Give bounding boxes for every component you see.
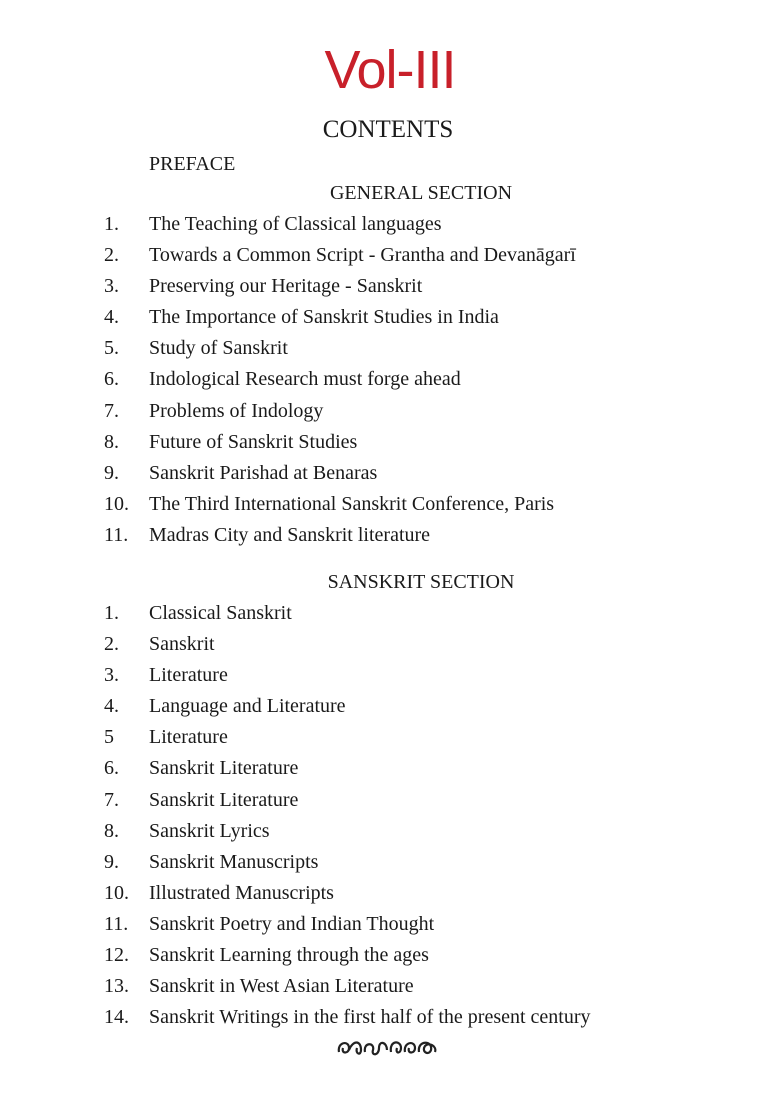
entry-number: 7. bbox=[104, 399, 119, 422]
contents-entry bbox=[0, 396, 780, 427]
entry-number: 5 bbox=[104, 726, 114, 749]
entry-title: Sanskrit Learning through the ages bbox=[149, 944, 429, 967]
volume-title: Vol-III bbox=[324, 40, 456, 100]
contents-entry bbox=[0, 660, 780, 691]
entry-title: Towards a Common Script - Grantha and Devanāgarī bbox=[149, 244, 576, 267]
entry-title: Future of Sanskrit Studies bbox=[149, 430, 358, 453]
contents-entry bbox=[0, 333, 780, 364]
entry-title: Sanskrit Poetry and Indian Thought bbox=[149, 912, 435, 935]
sanskrit-section-list bbox=[0, 598, 780, 1033]
contents-entry bbox=[0, 816, 780, 847]
entry-number: 4. bbox=[104, 306, 119, 329]
contents-entry bbox=[0, 722, 780, 753]
entry-title: Sanskrit bbox=[149, 633, 215, 656]
entry-title: Problems of Indology bbox=[149, 399, 324, 422]
entry-title: Sanskrit Lyrics bbox=[149, 819, 270, 842]
preface-entry: PREFACE bbox=[149, 153, 236, 175]
entry-number: 1. bbox=[104, 213, 119, 235]
contents-entry bbox=[0, 629, 780, 660]
contents-entry bbox=[0, 847, 780, 878]
entry-number: 11. bbox=[104, 523, 129, 546]
entry-title: Madras City and Sanskrit literature bbox=[149, 523, 431, 546]
entry-number: 12. bbox=[104, 944, 129, 967]
entry-number: 11. bbox=[104, 912, 129, 935]
contents-entry bbox=[0, 240, 780, 271]
entry-title: Literature bbox=[149, 664, 228, 687]
contents-entry bbox=[0, 427, 780, 458]
contents-entry bbox=[0, 909, 780, 940]
contents-entry bbox=[0, 598, 780, 629]
entry-title: Literature bbox=[149, 726, 228, 749]
contents-entry bbox=[0, 271, 780, 302]
contents-entry bbox=[0, 489, 780, 520]
contents-entry bbox=[0, 785, 780, 816]
ornament-icon bbox=[335, 1036, 445, 1058]
entry-title: Language and Literature bbox=[149, 695, 346, 718]
contents-entry bbox=[0, 878, 780, 909]
contents-entry bbox=[0, 458, 780, 489]
entry-title: The Third International Sanskrit Conference, Paris bbox=[149, 492, 555, 515]
entry-title: Illustrated Manuscripts bbox=[149, 881, 334, 904]
entry-number: 10. bbox=[104, 492, 129, 515]
entry-number: 3. bbox=[104, 275, 119, 298]
contents-heading: CONTENTS bbox=[322, 116, 454, 143]
entry-number: 1. bbox=[104, 602, 119, 624]
entry-title: Sanskrit Manuscripts bbox=[149, 850, 319, 873]
entry-title: Preserving our Heritage - Sanskrit bbox=[149, 275, 423, 298]
entry-number: 5. bbox=[104, 337, 119, 360]
entry-number: 13. bbox=[104, 975, 129, 998]
contents-entry bbox=[0, 940, 780, 971]
entry-number: 10. bbox=[104, 881, 129, 904]
entry-title: The Teaching of Classical languages bbox=[149, 213, 442, 235]
contents-entry bbox=[0, 753, 780, 784]
entry-number: 2. bbox=[104, 633, 119, 656]
contents-entry bbox=[0, 520, 780, 551]
contents-entry bbox=[0, 691, 780, 722]
entry-number: 9. bbox=[104, 461, 119, 484]
entry-number: 8. bbox=[104, 819, 119, 842]
contents-entry bbox=[0, 209, 780, 240]
contents-entry bbox=[0, 302, 780, 333]
entry-title: Sanskrit in West Asian Literature bbox=[149, 975, 414, 998]
general-section-heading: GENERAL SECTION bbox=[329, 182, 513, 204]
entry-title: Sanskrit Literature bbox=[149, 757, 299, 780]
sanskrit-section-heading: SANSKRIT SECTION bbox=[327, 571, 515, 593]
entry-title: Classical Sanskrit bbox=[149, 602, 292, 624]
entry-title: Sanskrit Parishad at Benaras bbox=[149, 461, 378, 484]
contents-entry bbox=[0, 971, 780, 1002]
entry-number: 14. bbox=[104, 1006, 129, 1029]
entry-number: 2. bbox=[104, 244, 119, 267]
entry-title: Indological Research must forge ahead bbox=[149, 368, 461, 391]
entry-number: 6. bbox=[104, 757, 119, 780]
general-section-list bbox=[0, 209, 780, 551]
entry-title: The Importance of Sanskrit Studies in India bbox=[149, 306, 499, 329]
entry-title: Study of Sanskrit bbox=[149, 337, 288, 360]
contents-entry bbox=[0, 1002, 780, 1033]
contents-entry bbox=[0, 364, 780, 395]
entry-number: 6. bbox=[104, 368, 119, 391]
entry-number: 8. bbox=[104, 430, 119, 453]
entry-number: 9. bbox=[104, 850, 119, 873]
entry-number: 4. bbox=[104, 695, 119, 718]
entry-title: Sanskrit Writings in the first half of the present century bbox=[149, 1006, 591, 1029]
entry-number: 7. bbox=[104, 788, 119, 811]
entry-title: Sanskrit Literature bbox=[149, 788, 299, 811]
entry-number: 3. bbox=[104, 664, 119, 687]
